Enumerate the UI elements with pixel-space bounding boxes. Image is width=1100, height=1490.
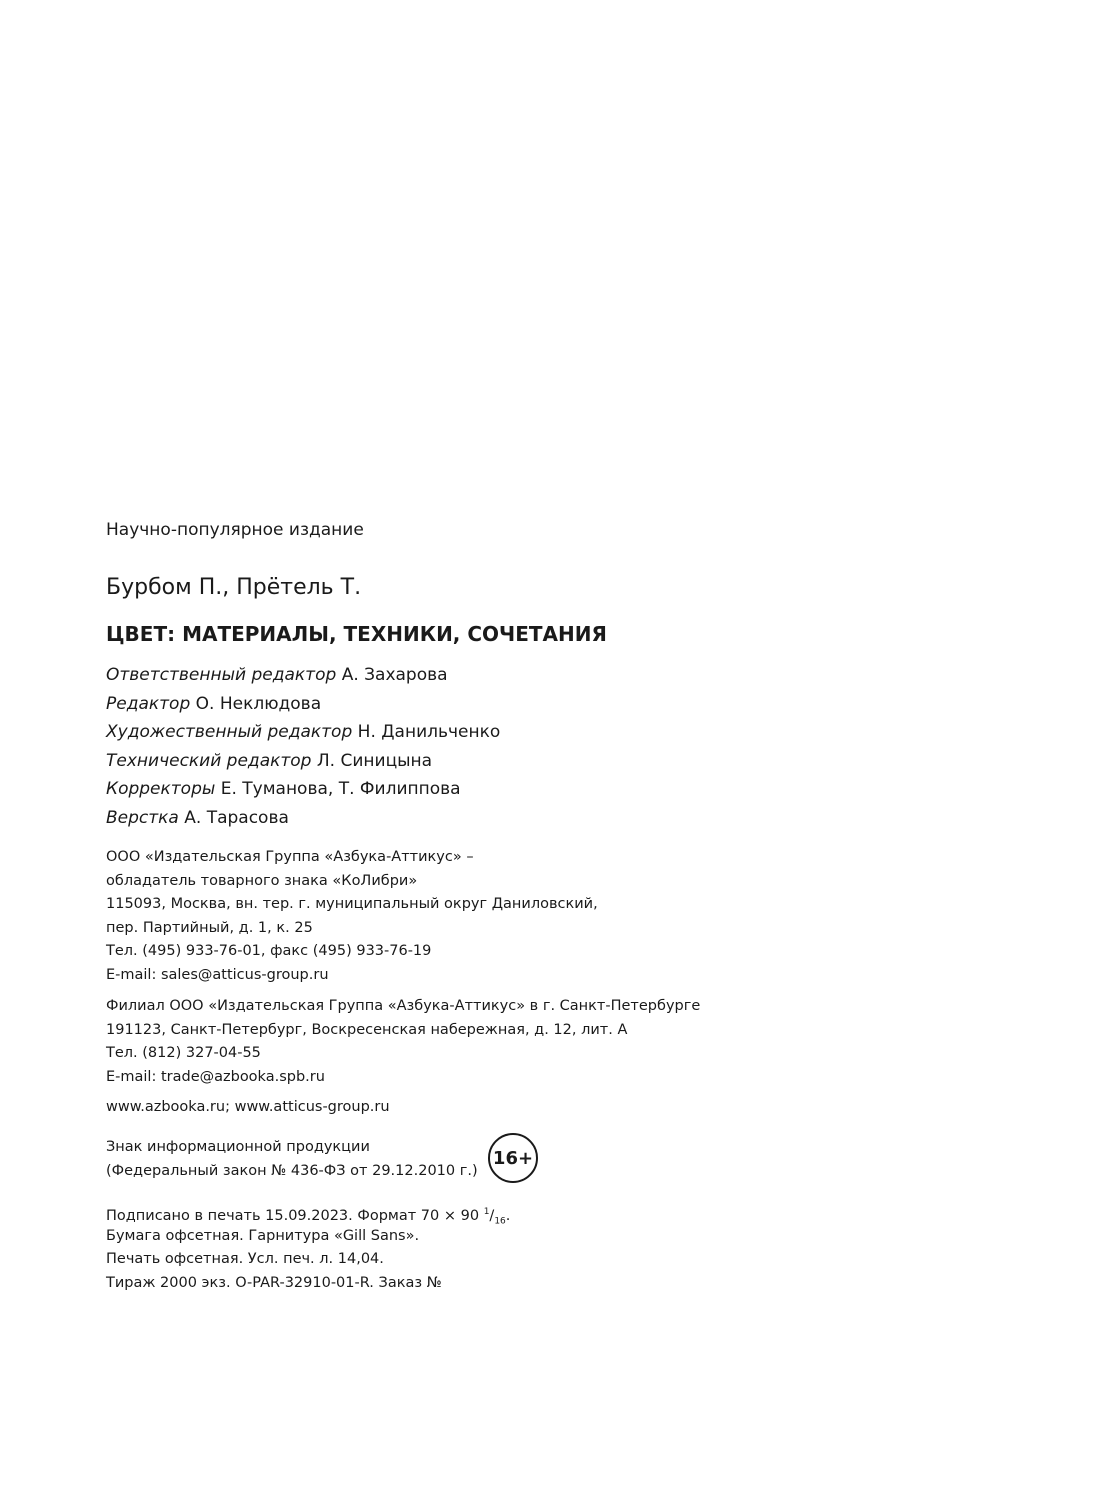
publisher-line: обладатель товарного знака «КоЛибри» (106, 872, 418, 889)
websites: www.azbooka.ru; www.atticus-group.ru (106, 1099, 390, 1115)
publisher-line: 115093, Москва, вн. тер. г. муниципальный округ Даниловский, (106, 896, 598, 913)
publisher-info (106, 846, 598, 988)
print-line: Тираж 2000 экз. O-PAR-32910-01-R. Заказ № (106, 1274, 442, 1291)
credit-role: Верстка (106, 807, 179, 828)
credit-role: Редактор (106, 693, 191, 714)
book-title: ЦВЕТ: МАТЕРИАЛЫ, ТЕХНИКИ, СОЧЕТАНИЯ (106, 622, 607, 646)
credit-role: Корректоры (106, 779, 216, 800)
credit-role: Художественный редактор (106, 722, 353, 743)
credit-item (106, 748, 500, 777)
branch-line: 191123, Санкт-Петербург, Воскресенская набережная, д. 12, лит. А (106, 1021, 628, 1038)
branch-info (106, 995, 700, 1089)
publisher-line: ООО «Издательская Группа «Азбука-Аттикус» – (106, 849, 474, 865)
print-info (106, 1201, 510, 1295)
branch-line: Тел. (812) 327-04-55 (106, 1045, 261, 1062)
credit-role: Технический редактор (106, 750, 312, 771)
format-fraction-numerator: 1 (483, 1207, 490, 1217)
info-sign-line: (Федеральный закон № 436-ФЗ от 29.12.2010 г.) (106, 1162, 478, 1179)
print-line: Подписано в печать 15.09.2023. Формат 70 × 90 $^1/_{16}$. (106, 1207, 511, 1227)
credit-role: Ответственный редактор (106, 665, 337, 685)
credit-name: Л. Синицына (316, 750, 433, 771)
branch-line: Филиал ООО «Издательская Группа «Азбука-Аттикус» в г. Санкт-Петербурге (106, 998, 701, 1014)
publisher-line: пер. Партийный, д. 1, к. 25 (106, 919, 313, 936)
credit-name: Н. Данильченко (357, 722, 501, 743)
publisher-line: Тел. (495) 933-76-01, факс (495) 933-76-19 (106, 943, 432, 960)
credit-item (106, 662, 500, 691)
credit-item (106, 776, 500, 805)
credit-name: Е. Туманова, Т. Филиппова (220, 779, 461, 800)
print-line: Бумага офсетная. Гарнитура «Gill Sans». (106, 1227, 420, 1244)
info-sign (106, 1136, 478, 1183)
age-rating-badge: 16+ (488, 1133, 538, 1183)
credit-name: А. Тарасова (184, 807, 289, 828)
credits-list (106, 662, 500, 834)
print-line-text: Подписано в печать 15.09.2023. Формат 70 × 90 (106, 1207, 484, 1224)
book-authors: Бурбом П., Прётель Т. (106, 575, 362, 600)
print-line: Печать офсетная. Усл. печ. л. 14,04. (106, 1251, 384, 1268)
credit-item (106, 805, 500, 834)
publisher-line: E-mail: sales@atticus-group.ru (106, 966, 329, 983)
format-fraction-denominator: 16 (494, 1216, 506, 1227)
edition-type: Научно-популярное издание (106, 520, 364, 540)
credit-item (106, 691, 500, 720)
credit-name: А. Захарова (341, 665, 448, 685)
credit-name: О. Неклюдова (195, 693, 322, 714)
branch-line: E-mail: trade@azbooka.spb.ru (106, 1068, 325, 1085)
print-line-suffix: . (505, 1207, 511, 1224)
info-sign-line: Знак информационной продукции (106, 1139, 370, 1155)
credit-item (106, 719, 500, 748)
